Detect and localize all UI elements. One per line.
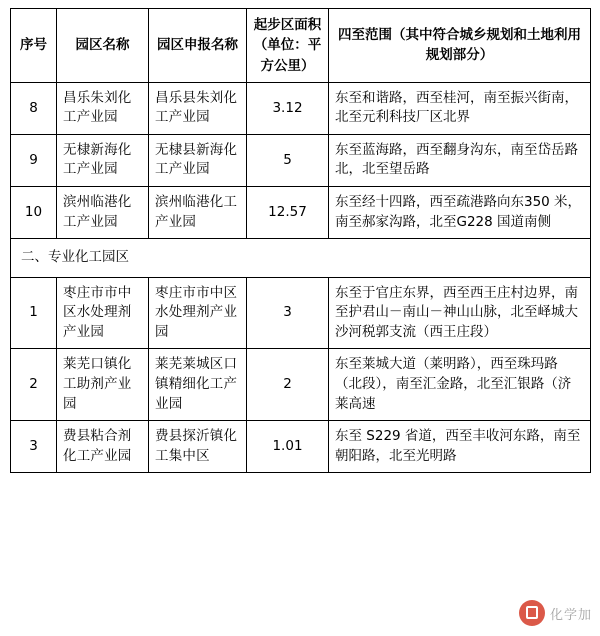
cell-area: 3 — [247, 277, 329, 349]
table-row — [11, 349, 591, 421]
cell-application-name: 滨州临港化工产业园 — [149, 187, 247, 239]
table-row — [11, 82, 591, 134]
table-body — [11, 82, 591, 472]
column-header-boundary: 四至范围（其中符合城乡规划和土地利用规划部分） — [329, 9, 591, 83]
cell-area: 12.57 — [247, 187, 329, 239]
watermark — [472, 596, 592, 630]
cell-boundary: 东至和谐路，西至桂河，南至振兴街南，北至元利科技厂区北界 — [329, 82, 591, 134]
cell-application-name: 费县探沂镇化工集中区 — [149, 421, 247, 473]
cell-area: 3.12 — [247, 82, 329, 134]
cell-boundary: 东至蓝海路，西至翻身沟东，南至岱岳路北，北至望岳路 — [329, 134, 591, 186]
cell-application-name: 昌乐县朱刘化工产业园 — [149, 82, 247, 134]
cell-no: 9 — [11, 134, 57, 186]
table-header — [11, 9, 591, 83]
cell-no: 2 — [11, 349, 57, 421]
app-badge-icon — [519, 600, 545, 626]
section-label: 二、专业化工园区 — [11, 239, 591, 278]
cell-application-name: 莱芜莱城区口镇精细化工产业园 — [149, 349, 247, 421]
cell-no: 10 — [11, 187, 57, 239]
table-row — [11, 421, 591, 473]
column-header-park-name: 园区名称 — [57, 9, 149, 83]
cell-park-name: 费县粘合剂化工产业园 — [57, 421, 149, 473]
cell-park-name: 昌乐朱刘化工产业园 — [57, 82, 149, 134]
column-header-application-name: 园区申报名称 — [149, 9, 247, 83]
cell-boundary: 东至经十四路，西至疏港路向东350 米，南至郝家沟路，北至G228 国道南侧 — [329, 187, 591, 239]
cell-area: 5 — [247, 134, 329, 186]
cell-park-name: 无棣新海化工产业园 — [57, 134, 149, 186]
cell-application-name: 无棣县新海化工产业园 — [149, 134, 247, 186]
table-row — [11, 134, 591, 186]
cell-boundary: 东至 S229 省道，西至丰收河东路，南至朝阳路，北至光明路 — [329, 421, 591, 473]
cell-no: 1 — [11, 277, 57, 349]
chemical-park-table — [10, 8, 591, 473]
column-header-area: 起步区面积（单位：平方公里） — [247, 9, 329, 83]
table-header-row — [11, 9, 591, 83]
cell-park-name: 枣庄市市中区水处理剂产业园 — [57, 277, 149, 349]
table-row — [11, 277, 591, 349]
cell-park-name: 滨州临港化工产业园 — [57, 187, 149, 239]
cell-area: 1.01 — [247, 421, 329, 473]
table-section-row — [11, 239, 591, 278]
watermark-label: 化学加 — [549, 607, 592, 623]
cell-no: 8 — [11, 82, 57, 134]
table-row — [11, 187, 591, 239]
cell-application-name: 枣庄市市中区水处理剂产业园 — [149, 277, 247, 349]
cell-area: 2 — [247, 349, 329, 421]
column-header-no: 序号 — [11, 9, 57, 83]
cell-park-name: 莱芜口镇化工助剂产业园 — [57, 349, 149, 421]
cell-no: 3 — [11, 421, 57, 473]
cell-boundary: 东至于官庄东界，西至西王庄村边界，南至护君山－南山－神山山脉，北至峄城大沙河税郭支流（西王庄段） — [329, 277, 591, 349]
cell-boundary: 东至莱城大道（莱明路），西至珠玛路（北段），南至汇金路，北至汇银路（济莱高速 — [329, 349, 591, 421]
